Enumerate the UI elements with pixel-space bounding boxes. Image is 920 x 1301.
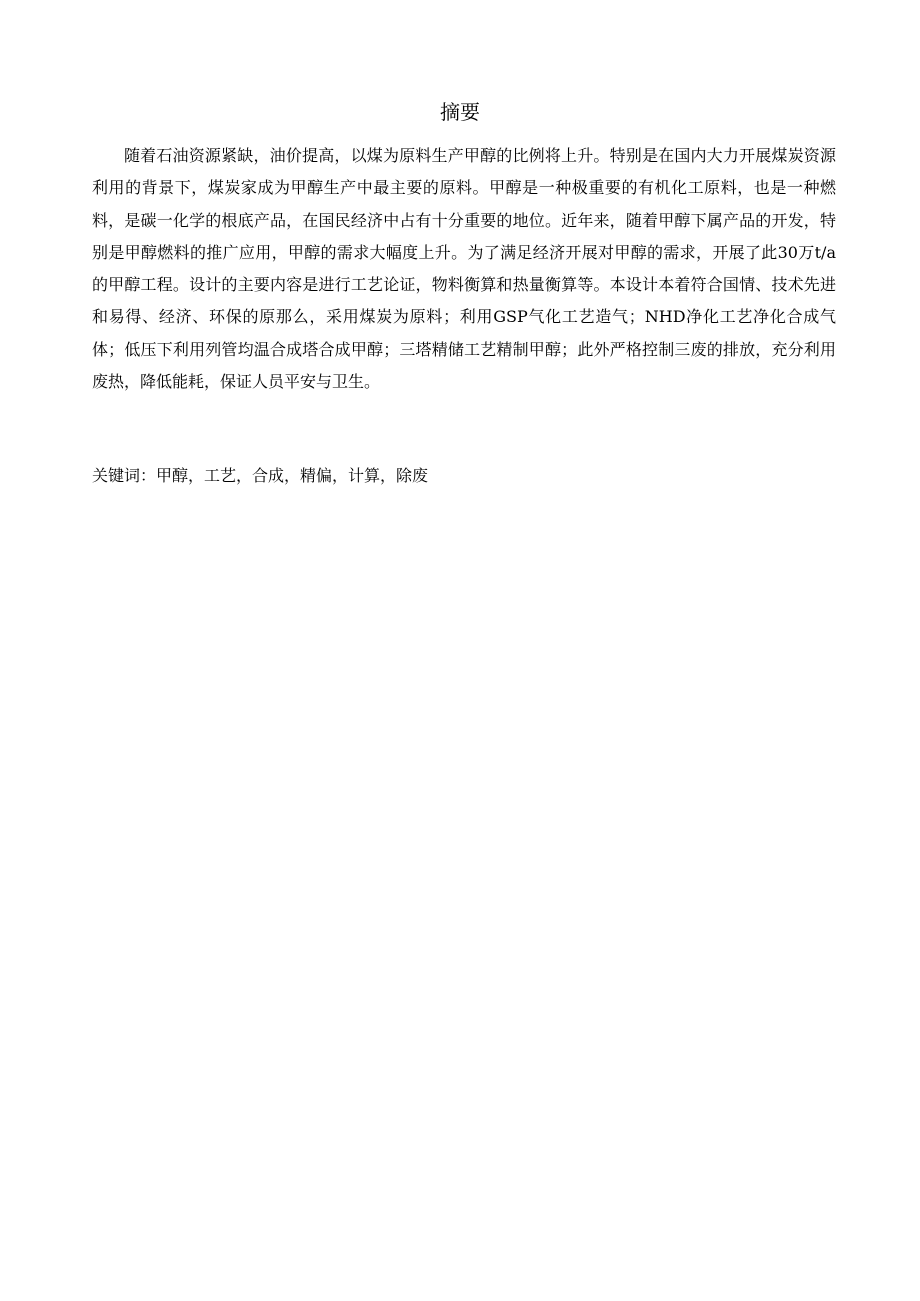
abstract-title: 摘要 (440, 100, 480, 124)
abstract-paragraph: 随着石油资源紧缺，油价提高，以煤为原料生产甲醇的比例将上升。特别是在国内大力开展煤炭资源利用的背景下，煤炭家成为甲醇生产中最主要的原料。甲醇是一种极重要的有机化工原料，也是一种燃料，是碳一化学的根底产品，在国民经济中占有十分重要的地位。近年来，随着甲醇下属产品的开发，特别是甲醇燃料的推广应用，甲醇的需求大幅度上升。为了满足经济开展对甲醇的需求，开展了此30万t/a的甲醇工程。设计的主要内容是进行工艺论证，物料衡算和热量衡算等。本设计本着符合国情、技术先进和易得、经济、环保的原那么，采用煤炭为原料；利用GSP气化工艺造气；NHD净化工艺净化合成气体；低压下利用列管均温合成塔合成甲醇；三塔精储工艺精制甲醇；此外严格控制三废的排放，充分利用废热，降低能耗，保证人员平安与卫生。 (92, 146, 836, 392)
keywords-line: 关键词：甲醇，工艺，合成，精偏，计算，除废 (92, 466, 429, 485)
